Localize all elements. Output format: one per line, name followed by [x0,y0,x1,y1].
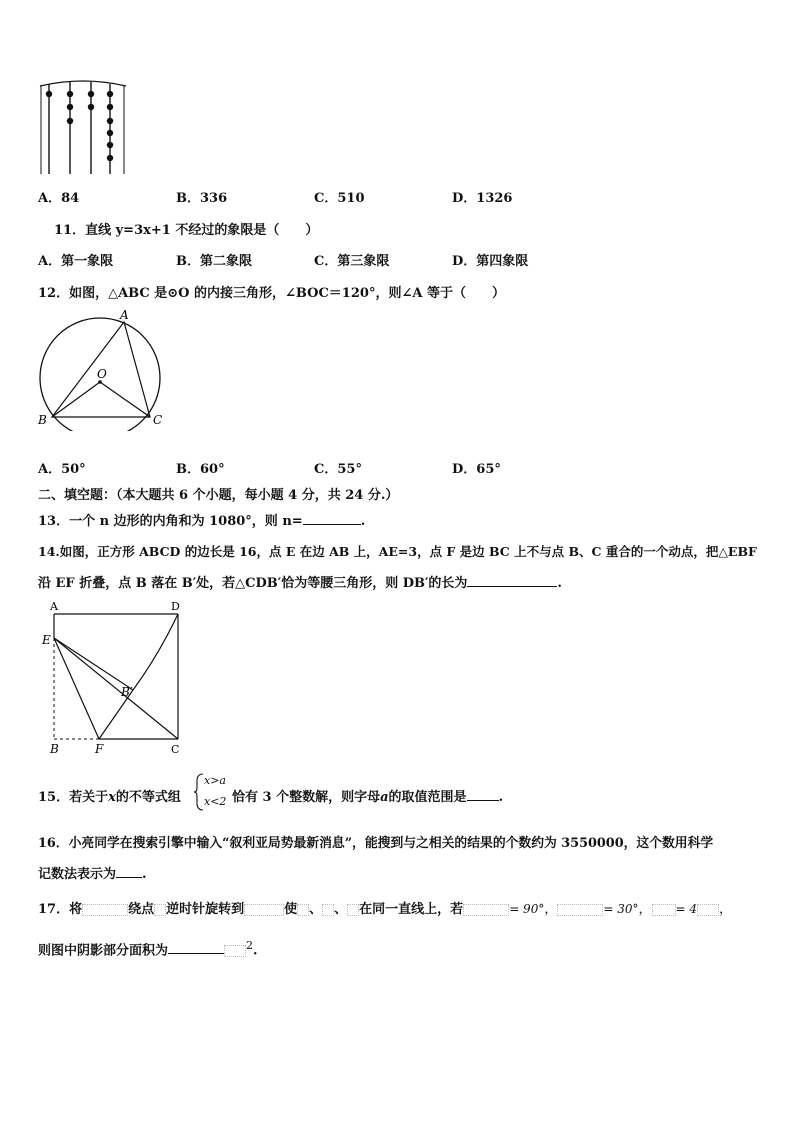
circle-triangle-figure [34,306,174,431]
q17-line2 [38,939,258,958]
label-b: B [50,742,59,756]
q11-stem: 11．直线 y=3x+1 不经过的象限是（ ） [54,223,319,238]
q15-end: . [498,790,504,805]
missing-glyph-box [697,904,719,916]
label-b-prime: B′ [121,685,133,699]
missing-glyph-box [297,904,309,916]
q17-text-6: 、 [334,902,348,917]
q16-end: . [142,867,147,882]
q11-option-c: C．第三象限 [314,254,390,269]
missing-glyph-box [322,904,334,916]
q17-text-5: 、 [309,902,323,917]
q13-text: 13．一个 n 边形的内角和为 1080°，则 n= [38,514,303,529]
q14-end: . [557,576,562,591]
q17-end: . [253,943,258,959]
label-e: E [42,633,51,647]
q15-var-x: x [108,790,116,805]
q15-text-2: 的不等式组 [115,790,181,805]
q12-option-c: C．55° [314,462,362,477]
q17-text-2: 绕点 [128,902,155,917]
q14-line2 [38,572,562,591]
q17-math-3: = 4 [675,902,698,916]
missing-glyph-box [652,904,676,916]
q15-text-3: 恰有 3 个整数解，则字母 [232,790,381,805]
square-fold-figure [40,598,190,758]
label-c: C [153,413,163,427]
q10-option-b: B．336 [176,191,228,206]
q17-math-1: = 90° [509,902,545,916]
label-o: O [97,367,107,381]
q14-blank [467,586,557,587]
label-f: F [95,742,104,756]
q14-text: 沿 EF 折叠，点 B 落在 B′处，若△CDB′恰为等腰三角形，则 DB′的长为 [38,576,468,591]
q13 [38,510,365,529]
q12-option-d: D．65° [452,462,501,477]
missing-glyph-box [224,945,246,957]
missing-glyph-box [82,904,128,916]
q15-system-line2: x<2 [204,795,227,808]
q17-text-3: 逆时针旋转到 [166,902,245,917]
label-a: A [120,308,129,322]
q15 [38,786,181,805]
q14-line1: 14.如图，正方形 ABCD 的边长是 16，点 E 在边 AB 上，AE=3，点 F 是边 BC 上不与点 B、C 重合的一个动点，把△EBF [38,544,757,559]
q16-text: 记数法表示为 [38,867,117,882]
section-heading: 二、填空题：（本大题共 6 个小题，每小题 4 分，共 24 分.） [38,488,399,503]
q10-option-d: D．1326 [452,191,513,206]
missing-glyph-box [154,904,166,916]
q15-text-4: 的取值范围是 [388,790,467,805]
q17-math-2: = 30° [603,902,639,916]
q11-option-d: D．第四象限 [452,254,529,269]
q12-stem: 12．如图，△ABC 是⊙O 的内接三角形，∠BOC＝120°，则∠A 等于（ ） [38,286,505,301]
q13-blank [303,524,361,525]
q12-option-a: A．50° [38,462,86,477]
label-a: A [50,600,58,613]
q10-option-c: C．510 [314,191,365,206]
missing-glyph-box [557,904,603,916]
abacus-figure [38,78,128,178]
q13-end: . [360,514,366,529]
q17-line1: 17．将 绕点 逆时针旋转到 使 、 、 在同一直线上，若 = 90°， = 30°， = 4 ， [38,902,733,917]
q17-text-8: 则图中阴影部分面积为 [38,943,169,959]
q15-system-line1: x>a [204,774,226,787]
missing-glyph-box [463,904,509,916]
q15-var-a: a [380,790,389,805]
q17-text-4: 使 [284,902,298,917]
label-c: C [171,743,180,756]
q16-blank [116,877,142,878]
q11-option-a: A．第一象限 [38,254,114,269]
q15-text-1: 15．若关于 [38,790,109,805]
q11-option-b: B．第二象限 [176,254,252,269]
q17-superscript: 2 [246,939,254,952]
missing-glyph-box [244,904,284,916]
label-d: D [171,600,180,613]
q12-option-b: B．60° [176,462,225,477]
q10-option-a: A．84 [38,191,80,206]
q17-blank [168,953,224,954]
q17-text-7: 在同一直线上，若 [359,902,464,917]
q15-blank [467,800,499,801]
q16-line1: 16．小亮同学在搜索引擎中输入“叙利亚局势最新消息”，能搜到与之相关的结果的个数约为 3550000，这个数用科学 [38,836,714,851]
missing-glyph-box [347,904,359,916]
q17-text-1: 17．将 [38,902,83,917]
label-b: B [38,413,47,427]
q16-line2 [38,863,147,882]
q15-rest [232,786,503,805]
